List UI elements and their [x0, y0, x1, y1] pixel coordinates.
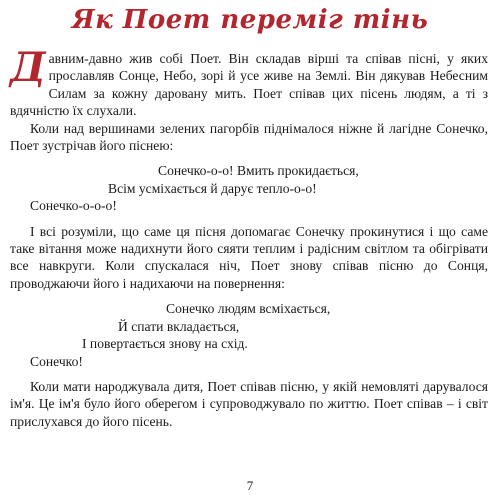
paragraph-3: І всі розуміли, що саме ця пісня допомагає Сонечку прокинутися і що саме таке вітання може надихнути його сяяти теплим і радісним світлом та обігрівати все навкруги. Коли спускалася ніч, Поет знову співав пісню до Сонця, проводжаючи його і надихаючи на повернення: — [10, 223, 488, 291]
song-morning — [10, 162, 488, 214]
song-morning-line-3: Сонечко-о-о-о! — [30, 198, 117, 214]
paragraph-1-text: авним-давно жив собі Поет. Він складав вірші та співав пісні, у яких прославляв Сонце, Небо, зорі й усе живе на Землі. Він дякував Небесним Силам за кожну даровану мить. Поет співав цих пісень людям, а ті з вдячністю їх слухали. — [10, 51, 488, 119]
paragraph-4: Коли мати народжувала дитя, Поет співав пісню, у якій немовляті дарувалося ім'я. Це ім'я було його оберегом і супроводжувало по життю. Поет співав – і світ прислухався до його пісень. — [10, 378, 488, 429]
song-evening-line-4: Сонечко! — [30, 353, 83, 369]
drop-cap: Д — [10, 44, 46, 91]
song-morning-line-1: Сонечко-о-о! Вмить прокидається, — [158, 163, 359, 179]
page-title: Як Поет переміг тінь — [71, 5, 429, 35]
song-evening — [10, 300, 488, 370]
song-evening-line-1: Сонечко людям всміхається, — [166, 301, 331, 317]
story-text — [10, 44, 488, 430]
paragraph-1 — [10, 44, 488, 120]
paragraph-2: Коли над вершинами зелених пагорбів піднімалося ніжне й лагідне Сонечко, Поет зустрічав його піснею: — [10, 120, 488, 154]
page-number: 7 — [246, 478, 254, 493]
song-morning-line-2: Всім усміхається й дарує тепло-о-о! — [108, 180, 317, 196]
song-evening-line-2: Й спати вкладається, — [118, 318, 240, 334]
song-evening-line-3: І повертається знову на схід. — [82, 336, 248, 352]
